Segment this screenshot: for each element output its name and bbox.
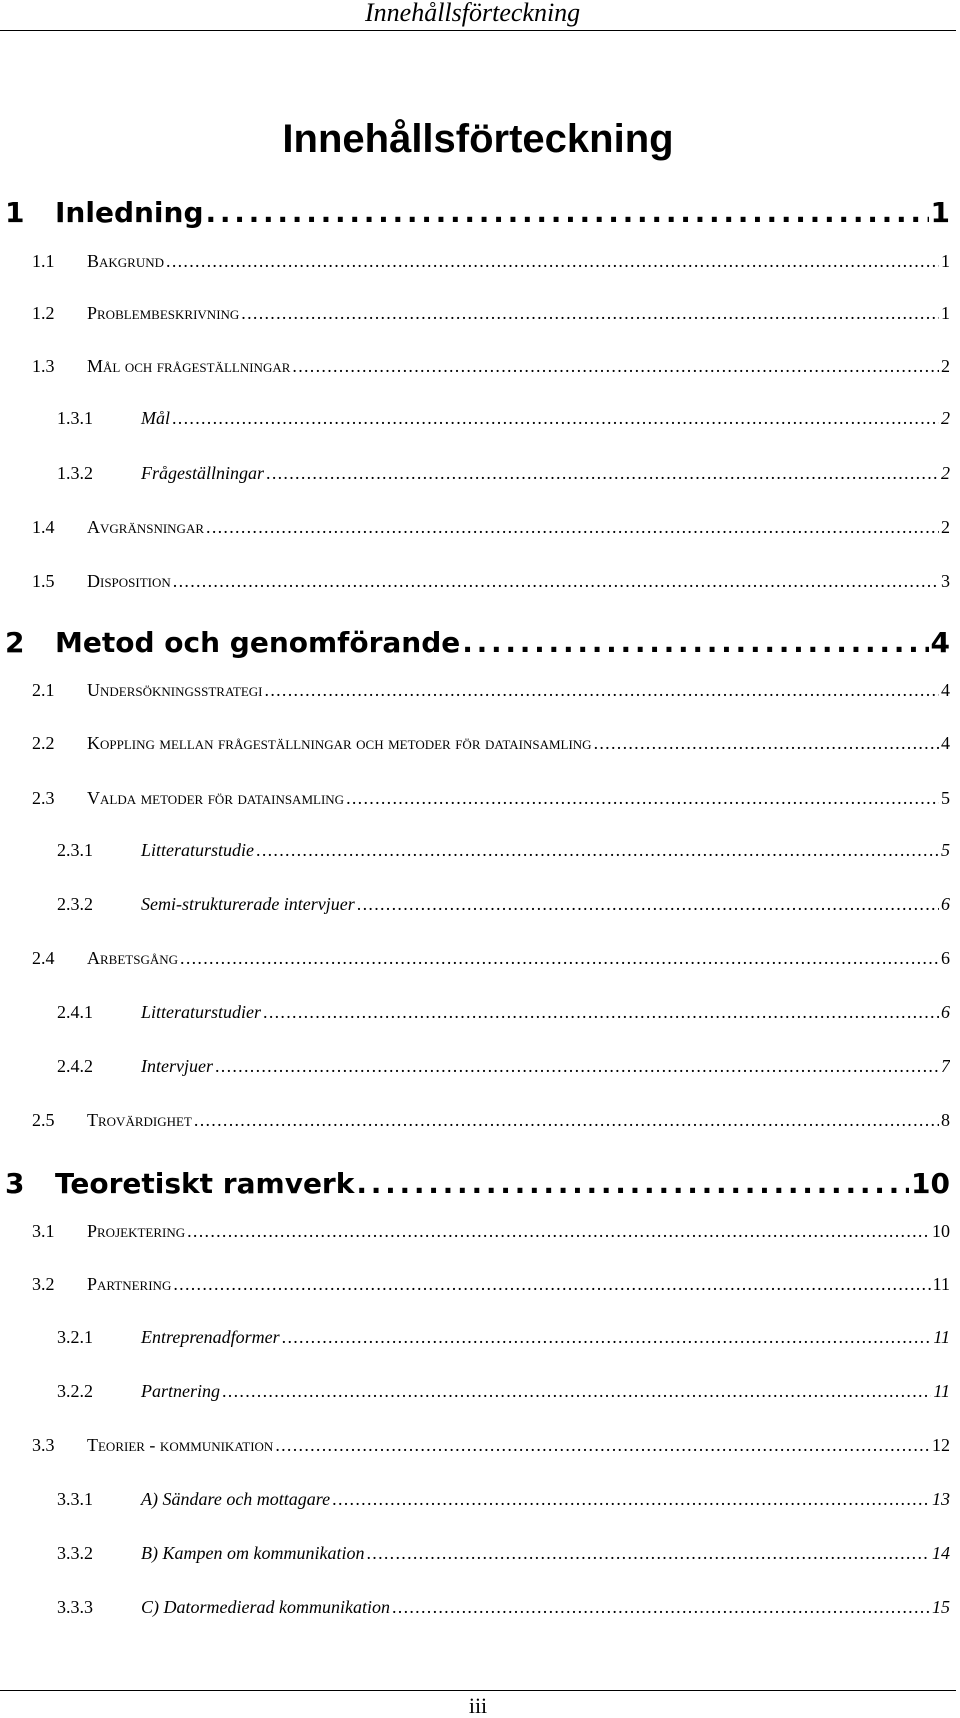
toc-entry-page: 4	[941, 733, 950, 753]
dot-leader	[462, 623, 928, 663]
toc-entry-page: 10	[932, 1221, 950, 1241]
toc-entry-2-2[interactable]	[32, 730, 950, 756]
dot-leader	[366, 1540, 930, 1566]
toc-entry-3[interactable]	[5, 1164, 950, 1204]
toc-entry-page: 14	[932, 1543, 950, 1563]
toc-entry-label: Partnering	[141, 1381, 220, 1401]
toc-entry-number: 2.4.1	[57, 1002, 93, 1022]
toc-entry-page: 6	[941, 1002, 950, 1022]
toc-entry-page: 12	[932, 1435, 950, 1455]
toc-entry-3-3-2[interactable]	[57, 1540, 950, 1566]
toc-entry-3-2-2[interactable]	[57, 1378, 950, 1404]
dot-leader	[166, 248, 939, 274]
toc-entry-page: 4	[941, 680, 950, 700]
toc-entry-number: 2.3.1	[57, 840, 93, 860]
toc-entry-page: 4	[930, 626, 950, 659]
dot-leader	[206, 514, 939, 540]
toc-entry-number: 2.1	[32, 680, 55, 700]
dot-leader	[265, 677, 939, 703]
toc-entry-label: B) Kampen om kommunikation	[141, 1543, 365, 1563]
toc-entry-page: 2	[941, 408, 950, 428]
toc-entry-number: 1.5	[32, 571, 55, 591]
toc-entry-page: 11	[932, 1274, 950, 1294]
toc-entry-3-3[interactable]	[32, 1432, 950, 1458]
toc-entry-page: 1	[930, 196, 950, 229]
toc-entry-2-3[interactable]	[32, 785, 950, 811]
toc-entry-page: 15	[932, 1597, 950, 1617]
toc-entry-3-3-1[interactable]	[57, 1486, 950, 1512]
toc-entry-number: 3.2.2	[57, 1381, 93, 1401]
toc-entry-page: 2	[941, 463, 950, 483]
toc-entry-1-2[interactable]	[32, 300, 950, 326]
dot-leader	[392, 1594, 930, 1620]
toc-entry-number: 2.3.2	[57, 894, 93, 914]
toc-entry-2-1[interactable]	[32, 677, 950, 703]
toc-entry-number: 3.3	[32, 1435, 55, 1455]
toc-entry-label: A) Sändare och mottagare	[141, 1489, 331, 1509]
toc-entry-3-2[interactable]	[32, 1271, 950, 1297]
toc-entry-1-4[interactable]	[32, 514, 950, 540]
toc-entry-3-2-1[interactable]	[57, 1324, 950, 1350]
toc-entry-label: Litteraturstudie	[141, 840, 255, 860]
toc-entry-label: Bakgrund	[87, 251, 165, 271]
toc-entry-label: Partnering	[87, 1274, 172, 1294]
toc-entry-page: 5	[941, 840, 950, 860]
dot-leader	[594, 730, 939, 756]
toc-entry-number: 3.2	[32, 1274, 55, 1294]
dot-leader	[173, 568, 939, 594]
dot-leader	[332, 1486, 930, 1512]
dot-leader	[256, 837, 939, 863]
toc-entry-1-3-2[interactable]	[57, 460, 950, 486]
running-header	[0, 0, 956, 31]
toc-entry-3-1[interactable]	[32, 1218, 950, 1244]
toc-entry-1-5[interactable]	[32, 568, 950, 594]
running-header-title: Innehållsförteckning	[365, 0, 581, 27]
toc-entry-label: Arbetsgång	[87, 948, 179, 968]
toc-entry-label: Mål och frågeställningar	[87, 356, 291, 376]
toc-title: Innehållsförteckning	[282, 117, 674, 161]
dot-leader	[357, 891, 939, 917]
toc-entry-label: Teoretiskt ramverk	[55, 1167, 355, 1200]
toc-entry-number: 1.4	[32, 517, 55, 537]
toc-entry-number: 2.5	[32, 1110, 55, 1130]
toc-entry-number: 1	[5, 196, 25, 229]
dot-leader	[206, 193, 929, 233]
toc-entry-label: Undersökningsstrategi	[87, 680, 263, 700]
dot-leader	[282, 1324, 932, 1350]
toc-entry-page: 7	[941, 1056, 950, 1076]
toc-entry-label: Metod och genomförande	[55, 626, 461, 659]
toc-entry-label: Entreprenadformer	[141, 1327, 280, 1347]
toc-entry-page: 2	[941, 356, 950, 376]
toc-entry-page: 1	[941, 251, 950, 271]
toc-entry-2-5[interactable]	[32, 1107, 950, 1133]
dot-leader	[266, 460, 939, 486]
toc-entry-2-4-2[interactable]	[57, 1053, 950, 1079]
toc-entry-number: 2.4	[32, 948, 55, 968]
toc-entry-label: Frågeställningar	[141, 463, 265, 483]
toc-entry-label: Problembeskrivning	[87, 303, 240, 323]
dot-leader	[187, 1218, 930, 1244]
toc-entry-page: 3	[941, 571, 950, 591]
toc-entry-2[interactable]	[5, 623, 950, 663]
footer-rule	[0, 1690, 956, 1691]
dot-leader	[173, 1271, 930, 1297]
dot-leader	[263, 999, 939, 1025]
toc-entry-number: 1.3	[32, 356, 55, 376]
toc-entry-number: 3.2.1	[57, 1327, 93, 1347]
toc-entry-number: 1.3.1	[57, 408, 93, 428]
dot-leader	[222, 1378, 931, 1404]
dot-leader	[194, 1107, 939, 1133]
dot-leader	[172, 405, 939, 431]
toc-entry-number: 3.3.1	[57, 1489, 93, 1509]
toc-entry-number: 1.2	[32, 303, 55, 323]
toc-entry-1-1[interactable]	[32, 248, 950, 274]
toc-entry-number: 1.3.2	[57, 463, 93, 483]
toc-entry-number: 3.3.2	[57, 1543, 93, 1563]
toc-entry-page: 11	[933, 1381, 950, 1401]
toc-entry-1[interactable]	[5, 193, 950, 233]
toc-entry-label: Valda metoder för datainsamling	[87, 788, 345, 808]
toc-entry-label: Trovärdighet	[87, 1110, 192, 1130]
toc-entry-number: 2.4.2	[57, 1056, 93, 1076]
dot-leader	[346, 785, 939, 811]
toc-entry-label: Teorier - kommunikation	[87, 1435, 274, 1455]
toc-entry-page: 11	[933, 1327, 950, 1347]
toc-entry-label: Semi-strukturerade intervjuer	[141, 894, 355, 914]
toc-entry-label: C) Datormedierad kommunikation	[141, 1597, 390, 1617]
toc-entry-number: 3.3.3	[57, 1597, 93, 1617]
toc-entry-page: 10	[911, 1167, 950, 1200]
toc-entry-page: 5	[941, 788, 950, 808]
toc-entry-1-3[interactable]	[32, 353, 950, 379]
toc-entry-label: Intervjuer	[141, 1056, 213, 1076]
dot-leader	[275, 1432, 930, 1458]
page-number: iii	[468, 1693, 488, 1718]
toc-entry-label: Mål	[141, 408, 170, 428]
dot-leader	[241, 300, 939, 326]
toc-entry-1-3-1[interactable]	[57, 405, 950, 431]
toc-entry-2-3-1[interactable]	[57, 837, 950, 863]
toc-entry-number: 2.3	[32, 788, 55, 808]
toc-entry-page: 6	[941, 948, 950, 968]
toc-entry-page: 6	[941, 894, 950, 914]
toc-entry-label: Litteraturstudier	[141, 1002, 262, 1022]
toc-entry-label: Inledning	[55, 196, 204, 229]
toc-entry-page: 1	[941, 303, 950, 323]
toc-entry-2-4-1[interactable]	[57, 999, 950, 1025]
toc-entry-number: 3	[5, 1167, 25, 1200]
dot-leader	[356, 1164, 909, 1204]
toc-entry-number: 2.2	[32, 733, 55, 753]
dot-leader	[215, 1053, 939, 1079]
toc-entry-label: Projektering	[87, 1221, 186, 1241]
toc-entry-page: 13	[932, 1489, 950, 1509]
toc-entry-page: 8	[941, 1110, 950, 1130]
toc-entry-number: 1.1	[32, 251, 55, 271]
dot-leader	[180, 945, 939, 971]
toc-entry-label: Avgränsningar	[87, 517, 205, 537]
toc-entry-2-3-2[interactable]	[57, 891, 950, 917]
toc-entry-label: Disposition	[87, 571, 171, 591]
toc-entry-page: 2	[941, 517, 950, 537]
toc-entry-label: Koppling mellan frågeställningar och metoder för datainsamling	[87, 733, 592, 753]
toc-entry-2-4[interactable]	[32, 945, 950, 971]
toc-entry-number: 3.1	[32, 1221, 55, 1241]
toc-entry-number: 2	[5, 626, 25, 659]
dot-leader	[292, 353, 939, 379]
toc-entry-3-3-3[interactable]	[57, 1594, 950, 1620]
